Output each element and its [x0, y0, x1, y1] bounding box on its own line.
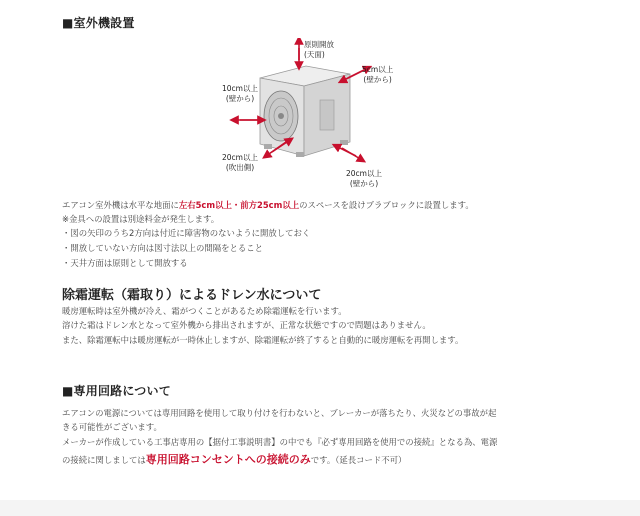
bracket-fee-note: ※金具への設置は別途料金が発生します。 — [62, 214, 220, 224]
section-heading-defrost: 除霜運転（霜取り）によるドレン水について — [62, 288, 322, 303]
outdoor-unit-paragraph: エアコン室外機は水平な地面に左右5cm以上・前方25cm以上のスペースを設けブラブロックに設置します。 — [62, 200, 474, 210]
defrost-line-2: 溶けた霜はドレン水となって室外機から排出されますが、正常な状態ですので問題はありません。 — [62, 320, 431, 330]
circuit-line-4: の接続に関しましては専用回路コンセントへの接続のみです。（延長コード不可） — [62, 453, 407, 466]
circuit-line-2: きる可能性がございます。 — [62, 422, 162, 432]
circuit-line-1: エアコンの電源については専用回路を使用して取り付けを行わないと、ブレーカーが落ちたり、火災などの事故が起 — [62, 408, 497, 418]
label-rear-clearance: 20cm以上 (壁から) — [346, 169, 382, 188]
bullet-spacing: ・開放していない方向は図寸法以上の間隔をとること — [62, 243, 263, 253]
section-heading-dedicated-circuit: ■専用回路について — [62, 384, 171, 398]
circuit-line-3: メーカーが作成している工事店専用の【据付工事説明書】の中でも『必ず専用回路を使用での接続』となる為、電源 — [62, 437, 498, 447]
label-left-clearance: 10cm以上 (壁から) — [222, 84, 258, 103]
dedicated-outlet-highlight: 専用回路コンセントへの接続のみ — [145, 453, 311, 466]
defrost-line-3: また、除霜運転中は暖房運転が一時休止しますが、除霜運転が終了すると自動的に暖房運転を再開します。 — [62, 335, 464, 345]
label-right-clearance: 5cm以上 (壁から) — [362, 65, 394, 84]
bullet-open-directions: ・図の矢印のうち2方向は付近に障害物のないように開放しておく — [62, 228, 311, 238]
bullet-top-open: ・天井方面は原則として開放する — [62, 258, 188, 268]
installation-clearance-diagram — [222, 38, 426, 194]
footer-divider — [0, 500, 640, 516]
defrost-line-1: 暖房運転時は室外機が冷え、霜がつくことがあるため除霜運転を行います。 — [62, 306, 347, 316]
clearance-highlight: 左右5cm以上・前方25cm以上 — [178, 200, 300, 210]
section-heading-outdoor-unit: ■室外機設置 — [62, 16, 135, 30]
label-front-clearance: 20cm以上 (吹出側) — [222, 153, 258, 172]
label-top-clearance: 原則開放 (天面) — [304, 40, 334, 59]
